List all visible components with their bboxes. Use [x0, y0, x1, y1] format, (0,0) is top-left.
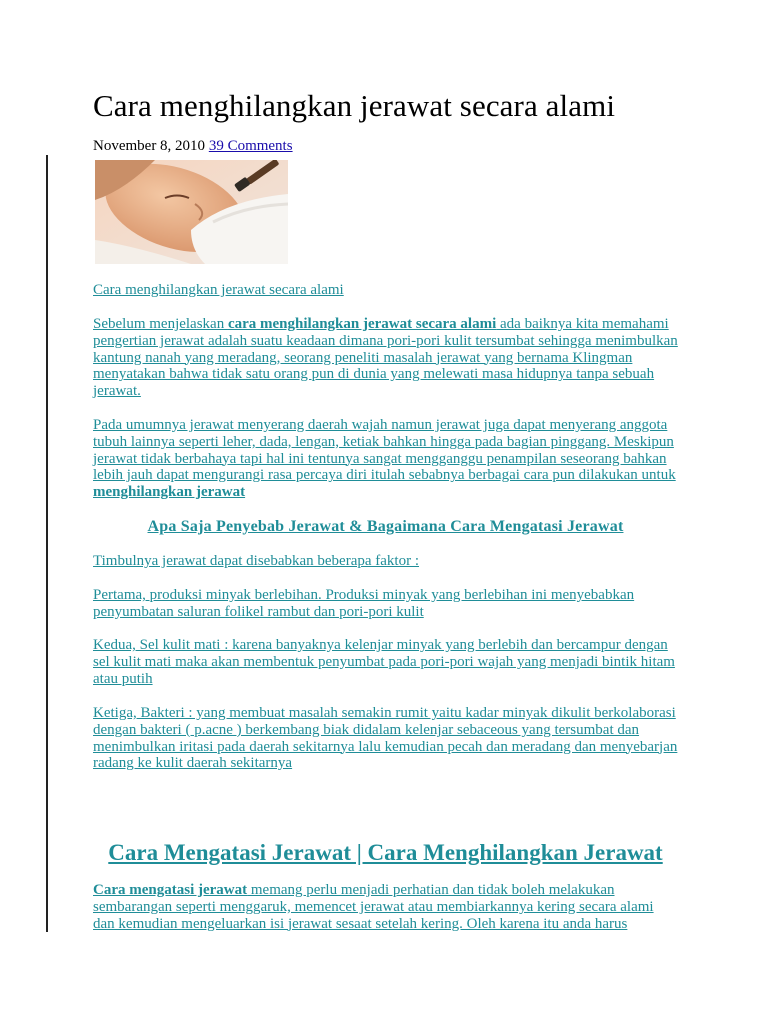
- keyword-link[interactable]: cara menghilangkan jerawat secara alami: [227, 316, 497, 332]
- paragraph-affected-areas[interactable]: Pada umumnya jerawat menyerang daerah wajah namun jerawat juga dapat menyerang anggota tubuh lainnya seperti leher, dada, lengan, ketiak bahkan hingga pada bagian pinggang. Meskipun jerawat tidak berbahaya tapi hal ini tentunya sangat mengganggu penampilan seseorang bahkan lebih jauh dapat mengurangi rasa percaya diri itulah sebabnya berbagai cara pun dilakukan untuk menghilangkan jerawat: [93, 417, 676, 501]
- paragraph-intro-link[interactable]: Cara menghilangkan jerawat secara alami: [93, 282, 344, 298]
- paragraph-factor-oil[interactable]: Pertama, produksi minyak berlebihan. Produksi minyak yang berlebihan ini menyebabkan penyumbatan saluran folikel rambut dan pori-pori kulit: [93, 587, 635, 620]
- paragraph-factor-dead-skin[interactable]: Kedua, Sel kulit mati : karena banyaknya kelenjar minyak yang berlebih dan bercampur dengan sel kulit mati maka akan membentuk penyumbat pada pori-pori wajah yang menjadi bintik hitam atau putih: [93, 637, 675, 687]
- keyword-link[interactable]: menghilangkan jerawat: [93, 484, 246, 501]
- paragraph-definition[interactable]: Sebelum menjelaskan cara menghilangkan jerawat secara alami ada baiknya kita memahami pengertian jerawat adalah suatu keadaan dimana pori-pori kulit tersumbat sehingga menimbulkan kantung nanah yang meradang, seorang peneliti masalah jerawat yang bernama Klingman menyatakan bahwa tidak satu orang pun di dunia yang melewati masa hidupnya tanpa sebuah jerawat.: [93, 316, 678, 400]
- section-heading-treatment[interactable]: Cara Mengatasi Jerawat | Cara Menghilangkan Jerawat: [108, 840, 663, 865]
- paragraph-treatment[interactable]: Cara mengatasi jerawat memang perlu menjadi perhatian dan tidak boleh melakukan sembarangan seperti menggaruk, memencet jerawat atau membiarkannya kering secara alami dan kemudian mengeluarkan isi jerawat sesaat setelah kering. Oleh karena itu anda harus: [93, 882, 654, 932]
- section-heading-causes[interactable]: Apa Saja Penyebab Jerawat & Bagaimana Cara Mengatasi Jerawat: [147, 518, 624, 535]
- comments-link[interactable]: 39 Comments: [208, 138, 293, 154]
- post-date: November 8, 2010: [93, 138, 206, 154]
- paragraph-factors-intro[interactable]: Timbulnya jerawat dapat disebabkan beberapa faktor :: [93, 553, 420, 569]
- left-margin-rule: [46, 155, 48, 932]
- article-title: Cara menghilangkan jerawat secara alami: [93, 88, 616, 123]
- keyword-link[interactable]: Cara mengatasi jerawat: [93, 882, 248, 898]
- paragraph-factor-bacteria[interactable]: Ketiga, Bakteri : yang membuat masalah semakin rumit yaitu kadar minyak dikulit berkolaborasi dengan bakteri ( p.acne ) berkembang biak didalam kelenjar sebaceous yang tersumbat dan menimbulkan iritasi pada daerah sekitarnya lalu kemudian pecah dan meradang dan menyebarjan radang ke kulit daerah sekitarnya: [93, 705, 678, 772]
- article-meta: [93, 138, 293, 155]
- article-thumbnail-image: [95, 160, 288, 264]
